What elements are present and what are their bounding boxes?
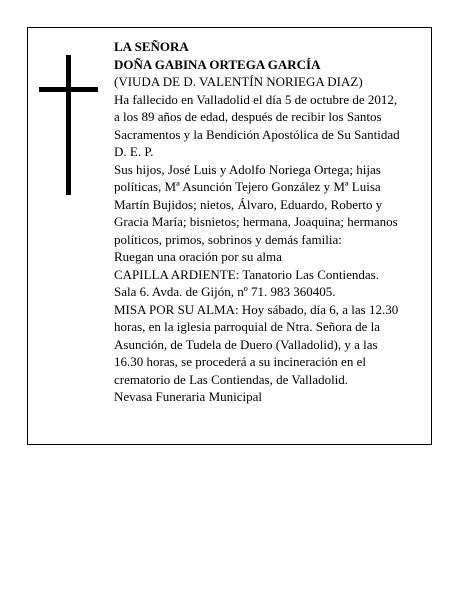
death-line: a los 89 años de edad, después de recibir los Santos xyxy=(114,109,382,124)
mass-line: Asunción, de Tudela de Duero (Valladolid), y a las xyxy=(114,336,378,352)
family-line: políticos, primos, sobrinos y demás familia: xyxy=(114,231,342,247)
deceased-name: DOÑA GABINA ORTEGA GARCÍA xyxy=(114,56,321,72)
family-list xyxy=(114,161,426,249)
obituary-text xyxy=(114,38,426,406)
funeral-home: Nevasa Funeraria Municipal xyxy=(114,389,263,404)
mass-line: horas, en la iglesia parroquial de Ntra. Señora de la xyxy=(114,319,381,334)
chapel-info xyxy=(114,266,426,301)
death-line: Sacramentos y la Bendición Apostólica de Su Santidad xyxy=(114,126,400,142)
mass-line: 16.30 horas, se procederá a su incineración en el xyxy=(114,354,366,369)
death-announcement xyxy=(114,91,426,161)
chapel-line: Sala 6. Avda. de Gijón, nº 71. 983 360405. xyxy=(114,284,336,299)
mass-line: MISA POR SU ALMA: Hoy sábado, día 6, a las 12.30 xyxy=(114,301,399,317)
mass-line: crematorio de Las Contiendas, de Valladolid. xyxy=(114,371,349,387)
death-line: Ha fallecido en Valladolid el día 5 de octubre de 2012, xyxy=(114,91,398,107)
death-line: D. E. P. xyxy=(114,144,154,159)
notice-title: LA SEÑORA xyxy=(114,39,189,54)
mass-info xyxy=(114,301,426,389)
prayer-request: Ruegan una oración por su alma xyxy=(114,249,282,264)
chapel-line: CAPILLA ARDIENTE: Tanatorio Las Contiendas. xyxy=(114,266,379,282)
family-line: Gracia María; bisnietos; hermana, Joaquina; hermanos xyxy=(114,214,398,229)
cross-icon-crossbar xyxy=(39,87,98,92)
family-line: políticas, Mª Asunción Tejero González y Mª Luisa xyxy=(114,179,381,194)
cross-icon xyxy=(66,55,71,195)
widow-line: (VIUDA DE D. VALENTÍN NORIEGA DIAZ) xyxy=(114,74,363,89)
family-line: Sus hijos, José Luis y Adolfo Noriega Ortega; hijas xyxy=(114,161,381,177)
family-line: Martín Bujidos; nietos, Álvaro, Eduardo, Roberto y xyxy=(114,196,383,212)
